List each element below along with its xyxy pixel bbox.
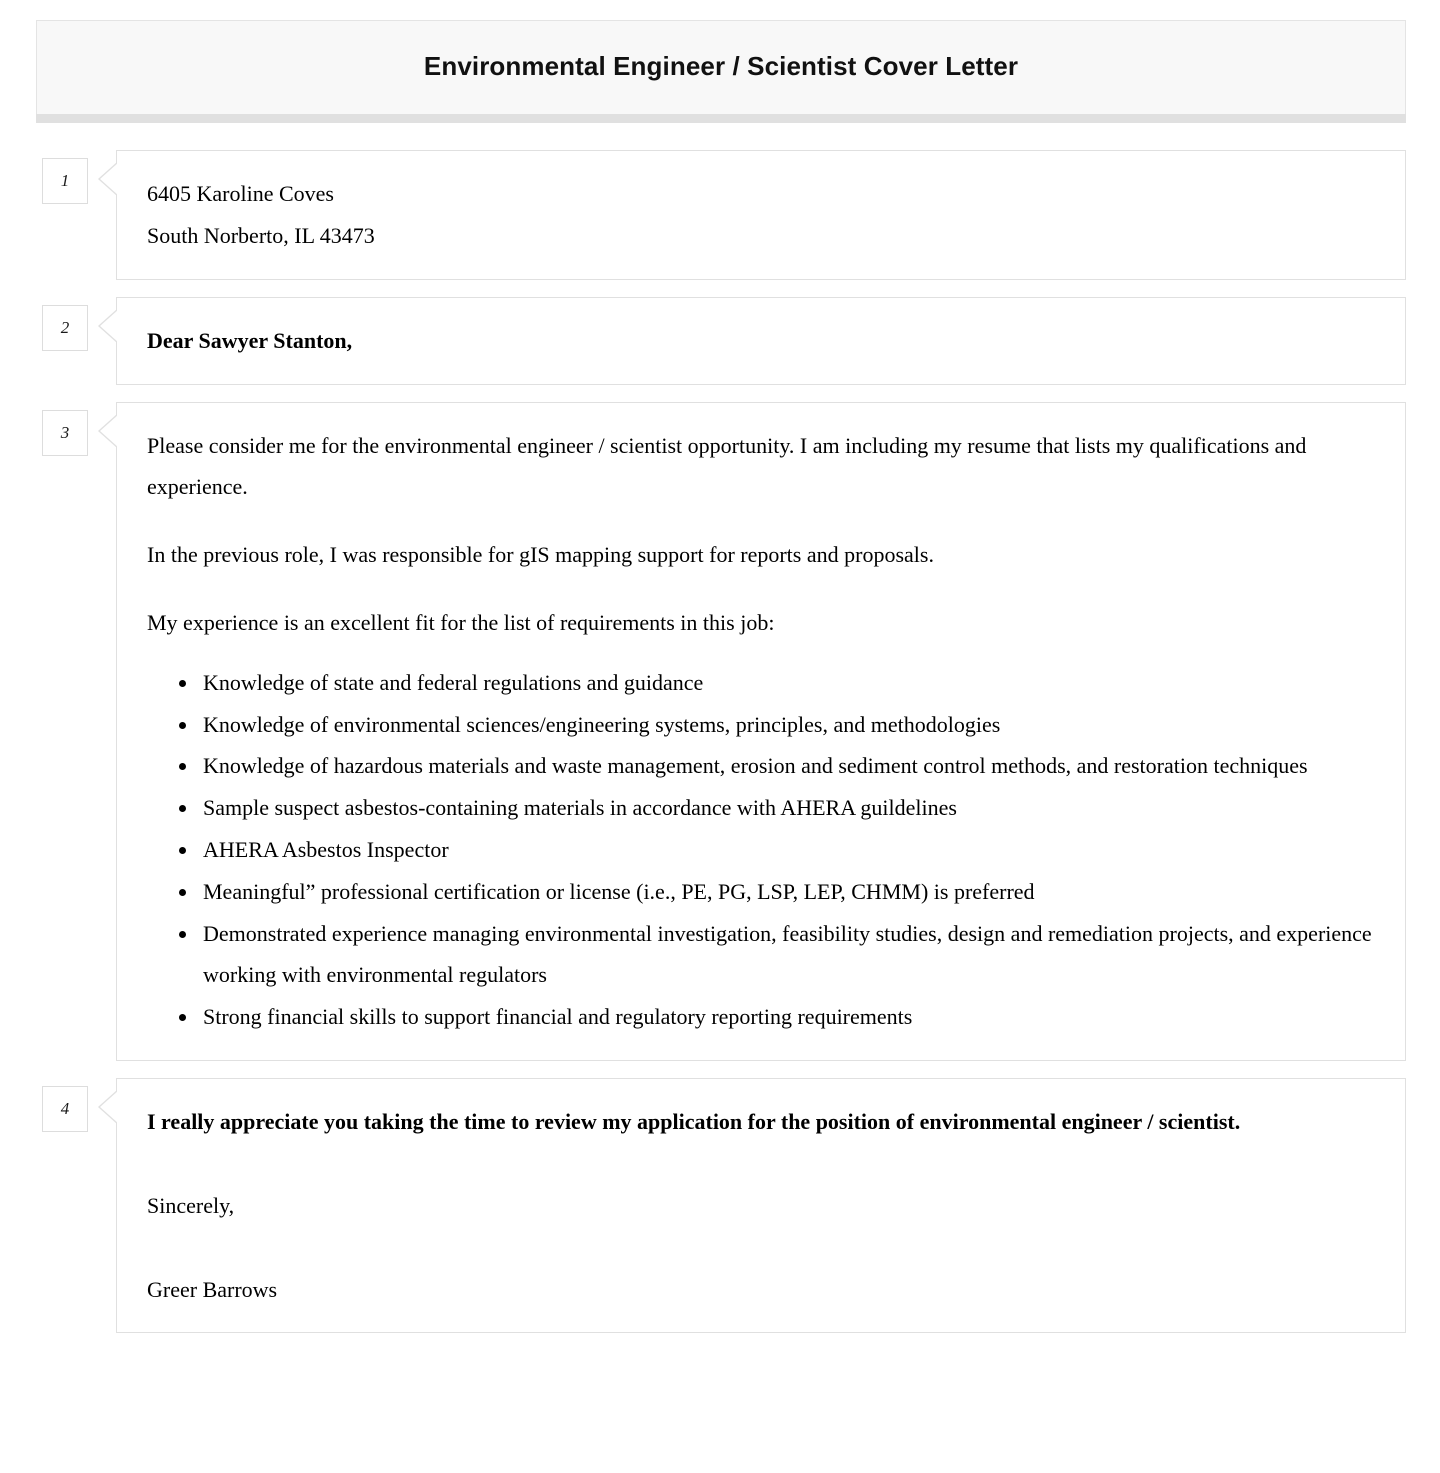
address-lines bbox=[147, 173, 1379, 257]
cover-letter-page bbox=[0, 20, 1440, 1473]
section-number-badge-2: 2 bbox=[42, 305, 88, 351]
list-item: • Demonstrated experience managing environmental investigation, feasibility studies, design and remediation projects, and experience working with environmental regulators bbox=[199, 913, 1379, 997]
signature-spacer bbox=[147, 1227, 1379, 1269]
section-sender-address bbox=[36, 150, 1406, 280]
address-line-1: 6405 Karoline Coves bbox=[147, 181, 334, 207]
header-divider bbox=[36, 114, 1406, 123]
list-item: • Knowledge of environmental sciences/engineering systems, principles, and methodologies bbox=[199, 704, 1379, 746]
callout-notch-inner-icon bbox=[100, 414, 119, 448]
sender-address-box[interactable] bbox=[116, 150, 1406, 280]
body-paragraph-2: In the previous role, I was responsible for gIS mapping support for reports and proposals. bbox=[147, 542, 934, 568]
section-number-badge-4: 4 bbox=[42, 1086, 88, 1132]
body-paragraph-1: Please consider me for the environmental engineer / scientist opportunity. I am including my resume that lists my qualifications and experience. bbox=[147, 432, 1307, 500]
body-box[interactable] bbox=[116, 402, 1406, 1061]
closing-statement: I really appreciate you taking the time to review my application for the position of environmental engineer / scientist. bbox=[147, 1108, 1241, 1134]
closing-spacer bbox=[147, 1143, 1379, 1185]
salutation-text: Dear Sawyer Stanton, bbox=[147, 327, 353, 353]
section-number-badge-1: 1 bbox=[42, 158, 88, 204]
list-item: • AHERA Asbestos Inspector bbox=[199, 829, 1379, 871]
callout-notch-inner-icon bbox=[100, 1090, 119, 1124]
section-number-badge-3: 3 bbox=[42, 410, 88, 456]
callout-notch-inner-icon bbox=[100, 309, 119, 343]
sections-container bbox=[36, 150, 1406, 1333]
section-closing bbox=[36, 1078, 1406, 1333]
requirements-list bbox=[147, 662, 1379, 1038]
callout-notch-inner-icon bbox=[100, 162, 119, 196]
list-item: • Strong financial skills to support financial and regulatory reporting requirements bbox=[199, 996, 1379, 1038]
document-header bbox=[36, 20, 1406, 123]
section-body bbox=[36, 402, 1406, 1061]
list-item: • Meaningful” professional certification or license (i.e., PE, PG, LSP, LEP, CHMM) is preferred bbox=[199, 871, 1379, 913]
body-paragraph-3: My experience is an excellent fit for the list of requirements in this job: bbox=[147, 609, 775, 635]
list-item: • Sample suspect asbestos-containing materials in accordance with AHERA guildelines bbox=[199, 787, 1379, 829]
page-title: Environmental Engineer / Scientist Cover Letter bbox=[423, 51, 1019, 81]
signoff-text: Sincerely, bbox=[147, 1192, 235, 1218]
section-salutation bbox=[36, 297, 1406, 385]
closing-box[interactable] bbox=[116, 1078, 1406, 1333]
salutation-box[interactable] bbox=[116, 297, 1406, 385]
list-item: • Knowledge of hazardous materials and waste management, erosion and sediment control methods, and restoration techniques bbox=[199, 745, 1379, 787]
signature-name: Greer Barrows bbox=[147, 1276, 278, 1302]
list-item: • Knowledge of state and federal regulations and guidance bbox=[199, 662, 1379, 704]
header-panel bbox=[36, 20, 1406, 114]
address-line-2: South Norberto, IL 43473 bbox=[147, 222, 375, 248]
